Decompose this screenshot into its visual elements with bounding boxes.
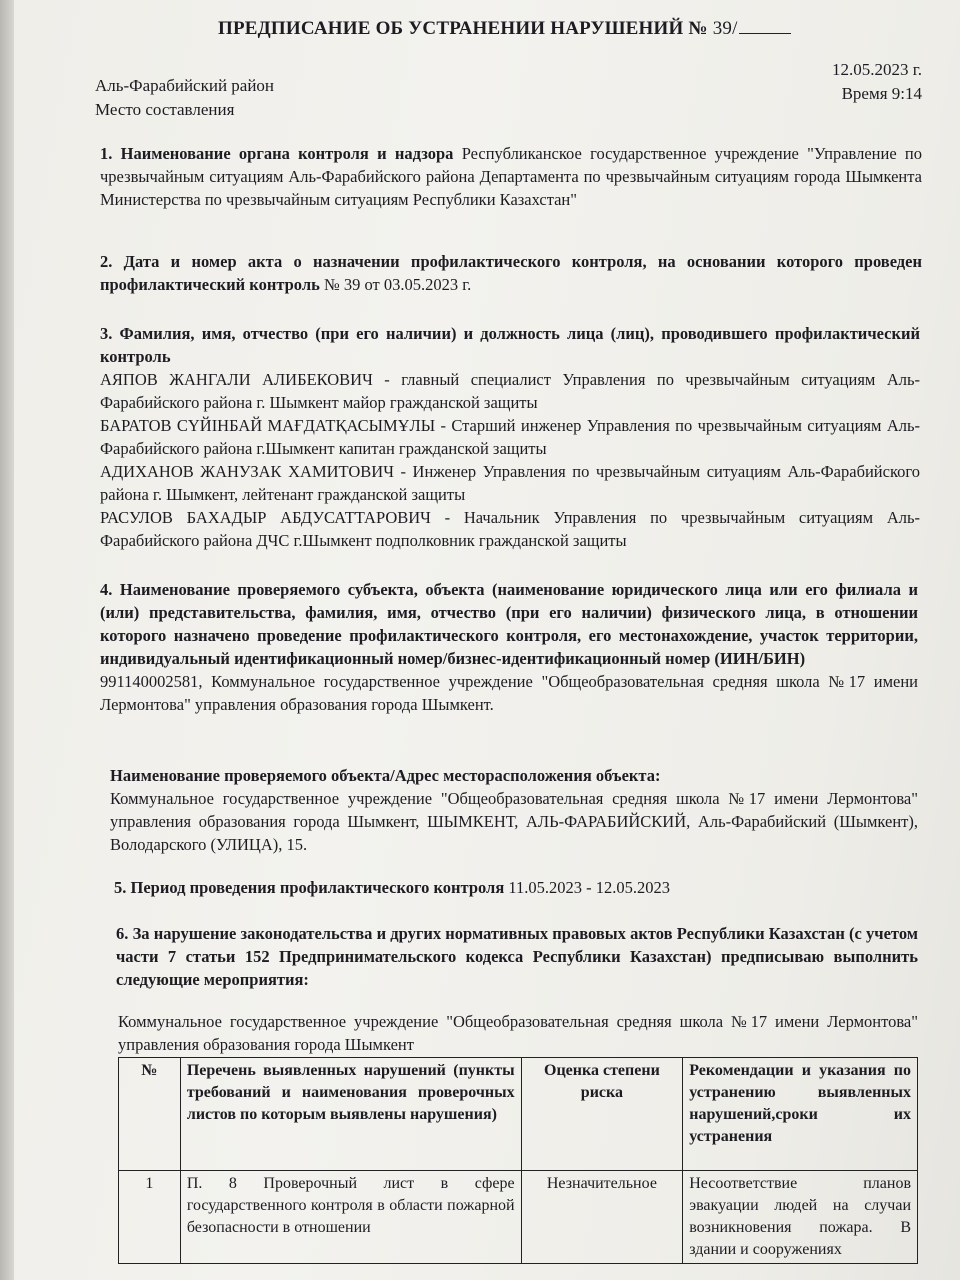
row-number: 1 (119, 1171, 181, 1264)
section-6-label: 6. За нарушение законодательства и других нормативных правовых актов Республики Казахстан (с учетом части 7 статьи 152 Предпринимательского кодекса Республики Казахстан) предписываю выполнить следующие мероприятия: (116, 924, 918, 989)
section-4-text: 991140002581, Коммунальное государственное учреждение "Общеобразовательная средняя школа №17 имени Лермонтова" управления образования города Шымкент. (100, 672, 918, 714)
header-violations: Перечень выявленных нарушений (пункты требований и наименования проверочных листов по которым выявлены нарушения) (180, 1058, 521, 1171)
section-3-label: 3. Фамилия, имя, отчество (при его наличии) и должность лица (лиц), проводившего профилактический контроль (100, 324, 920, 366)
object-block (110, 764, 918, 856)
place-label: Место составления (95, 100, 235, 119)
section-2 (100, 250, 922, 296)
number-blank-line (739, 33, 791, 34)
section-6-org-text: Коммунальное государственное учреждение "Общеобразовательная средняя школа №17 имени Лермонтова" управления образования города Шымкент (118, 1012, 918, 1054)
header-risk: Оценка степени риска (521, 1058, 683, 1171)
table-header-row (119, 1058, 918, 1171)
table-row (119, 1171, 918, 1264)
inspector-2: БАРАТОВ СҮЙІНБАЙ МАҒДАТҚАСЫМҰЛЫ - Старший инженер Управления по чрезвычайным ситуациям Аль-Фарабийского района г.Шымкент капитан гражданской защиты (100, 416, 920, 458)
section-1 (100, 142, 922, 211)
section-5 (114, 876, 920, 899)
header-recommendations: Рекомендации и указания по устранению выявленных нарушений,сроки их устранения (683, 1058, 918, 1171)
issue-time: Время 9:14 (841, 84, 922, 103)
row-violation: П. 8 Проверочный лист в сфере государственного контроля в области пожарной безопасности в отношении (180, 1171, 521, 1264)
section-4-label: 4. Наименование проверяемого субъекта, объекта (наименование юридического лица или его филиала и (или) представительства, фамилия, имя, отчество (при его наличии) физического лица, в отношении которого назначено проведение профилактического контроля, его местонахождение, участок территории, индивидуальный идентификационный номер/бизнес-идентификационный номер (ИИН/БИН) (100, 580, 918, 668)
header-number: № (119, 1058, 181, 1171)
inspector-4: РАСУЛОВ БАХАДЫР АБДУСАТТАРОВИЧ - Начальник Управления по чрезвычайным ситуациям Аль-Фарабийского района ДЧС г.Шымкент подполковник гражданской защиты (100, 508, 920, 550)
section-2-text: № 39 от 03.05.2023 г. (323, 275, 472, 294)
inspector-1: АЯПОВ ЖАНГАЛИ АЛИБЕКОВИЧ - главный специалист Управления по чрезвычайным ситуациям Аль-Фарабийского района г. Шымкент майор гражданской защиты (100, 370, 920, 412)
title-text: ПРЕДПИСАНИЕ ОБ УСТРАНЕНИИ НАРУШЕНИЙ № (218, 18, 708, 39)
document-sheet (14, 0, 960, 1280)
row-recommendation: Несоответствие планов эвакуации людей на случаи возникновения пожара. В здании и сооружениях (683, 1171, 918, 1264)
district: Аль-Фарабийский район (95, 76, 275, 95)
page-shadow (0, 0, 14, 1280)
section-6-org (118, 1010, 918, 1056)
section-5-label: 5. Период проведения профилактического контроля (114, 878, 505, 897)
section-2-label: 2. Дата и номер акта о назначении профилактического контроля, на основании которого проведен профилактический контроль (100, 252, 922, 294)
section-1-text: Республиканское государственное учреждение "Управление по чрезвычайным ситуациям Аль-Фарабийского района Департамента по чрезвычайным ситуациям города Шымкента Министерства по чрезвычайным ситуациям Республики Казахстан" (100, 144, 922, 209)
document-title (218, 18, 791, 40)
violations-table (118, 1057, 918, 1264)
section-3 (100, 322, 920, 552)
object-text: Коммунальное государственное учреждение "Общеобразовательная средняя школа №17 имени Лермонтова" управления образования города Шымкент, ШЫМКЕНТ, АЛЬ-ФАРАБИЙСКИЙ, Аль-Фарабийский (Шымкент), Володарского (УЛИЦА), 15. (110, 789, 918, 854)
inspector-3: АДИХАНОВ ЖАНУЗАК ХАМИТОВИЧ - Инженер Управления по чрезвычайным ситуациям Аль-Фарабийского района г. Шымкент, лейтенант гражданской защиты (100, 462, 920, 504)
section-6 (116, 922, 918, 991)
issue-date: 12.05.2023 г. (831, 60, 922, 79)
order-number: 39/ (712, 18, 738, 39)
section-1-label: 1. Наименование органа контроля и надзора (100, 144, 454, 163)
object-label: Наименование проверяемого объекта/Адрес месторасположения объекта: (110, 766, 661, 785)
section-5-text: 11.05.2023 - 12.05.2023 (508, 878, 671, 897)
section-4 (100, 578, 918, 716)
row-risk: Незначительное (521, 1171, 683, 1264)
